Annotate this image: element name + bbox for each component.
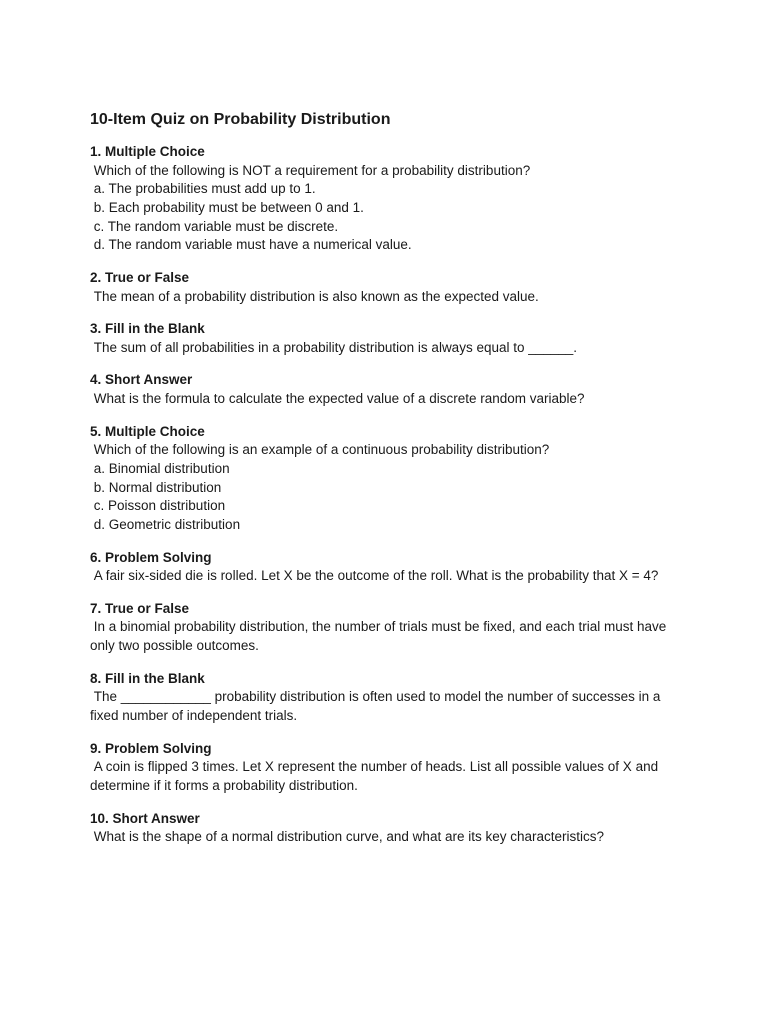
answer-option-b: b. Each probability must be between 0 and 1.	[90, 199, 364, 215]
question-text: In a binomial probability distribution, the number of trials must be fixed, and each trial must have only two possible outcomes.	[90, 619, 671, 654]
quiz-document	[90, 108, 690, 861]
question-6	[90, 549, 690, 586]
question-text: A coin is flipped 3 times. Let X represent the number of heads. List all possible values of X and determine if it forms a probability distribution.	[90, 759, 662, 793]
question-text: Which of the following is an example of a continuous probability distribution?	[90, 442, 550, 458]
question-text: The mean of a probability distribution is also known as the expected value.	[90, 288, 539, 304]
question-heading: 9. Problem Solving	[90, 740, 212, 756]
document-title: 10-Item Quiz on Probability Distribution	[90, 111, 391, 128]
question-1	[90, 143, 690, 255]
answer-option-d: d. The random variable must have a numerical value.	[90, 237, 412, 253]
answer-option-d: d. Geometric distribution	[90, 516, 241, 532]
question-7	[90, 600, 690, 656]
question-2	[90, 269, 690, 306]
question-heading: 6. Problem Solving	[90, 549, 212, 565]
question-heading: 2. True or False	[90, 270, 190, 286]
question-heading: 3. Fill in the Blank	[90, 321, 205, 337]
question-heading: 10. Short Answer	[90, 810, 200, 826]
question-text: The sum of all probabilities in a probability distribution is always equal to ______.	[90, 339, 578, 355]
answer-option-c: c. The random variable must be discrete.	[90, 218, 339, 234]
question-9	[90, 740, 690, 796]
question-text: Which of the following is NOT a requirement for a probability distribution?	[90, 162, 531, 178]
question-8	[90, 670, 690, 726]
question-heading: 8. Fill in the Blank	[90, 670, 205, 686]
answer-option-a: a. The probabilities must add up to 1.	[90, 181, 316, 197]
answer-option-b: b. Normal distribution	[90, 479, 222, 495]
question-heading: 4. Short Answer	[90, 372, 193, 388]
question-5	[90, 423, 690, 535]
question-text: What is the shape of a normal distribution curve, and what are its key characteristics?	[90, 829, 605, 845]
answer-option-c: c. Poisson distribution	[90, 498, 226, 514]
question-heading: 7. True or False	[90, 600, 190, 616]
question-text: The ____________ probability distribution is often used to model the number of successes in a fixed number of independent trials.	[90, 689, 665, 723]
answer-option-a: a. Binomial distribution	[90, 460, 230, 476]
question-4	[90, 371, 690, 408]
question-heading: 1. Multiple Choice	[90, 144, 205, 159]
question-10	[90, 810, 690, 847]
question-text: What is the formula to calculate the expected value of a discrete random variable?	[90, 390, 585, 406]
question-text: A fair six-sided die is rolled. Let X be the outcome of the roll. What is the probability that X = 4?	[90, 568, 659, 584]
question-heading: 5. Multiple Choice	[90, 423, 205, 439]
question-3	[90, 320, 690, 357]
